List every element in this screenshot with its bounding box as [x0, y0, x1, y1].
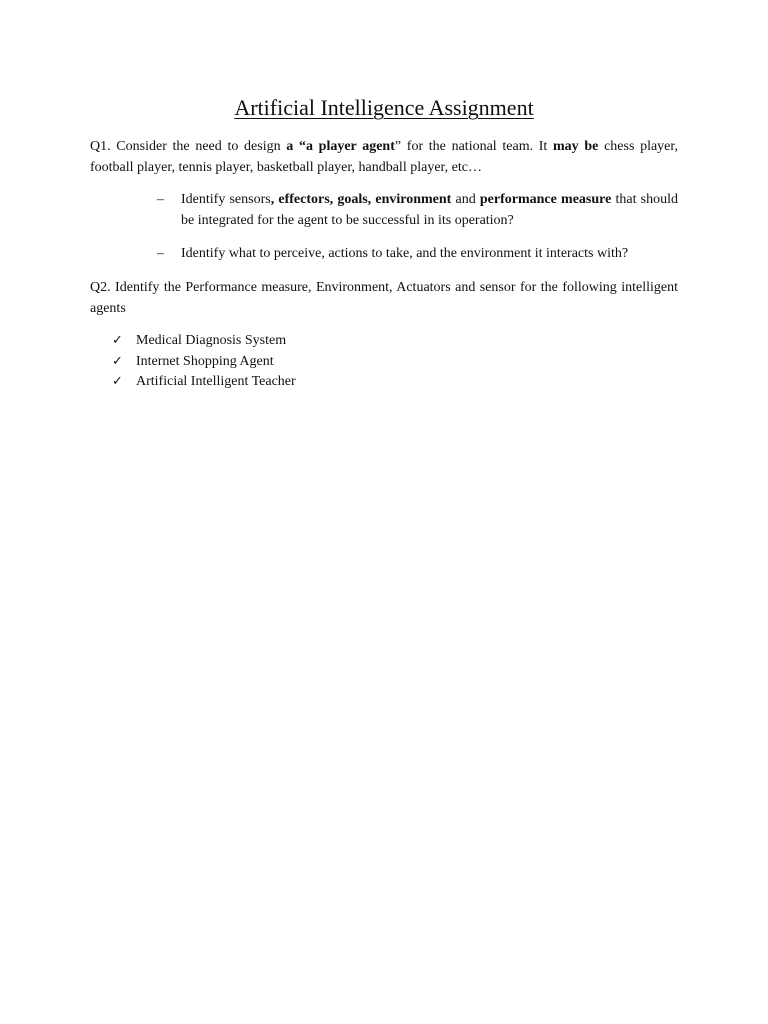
q1-text-3: chess player, football player, tennis player, basketball player, handball player, etc…: [90, 139, 678, 175]
q1-subitem-1-text-1: Identify sensors: [181, 192, 271, 207]
checkmark-icon: ✓: [112, 353, 123, 369]
q1-subitem-1-text-2: and: [451, 192, 480, 207]
q1-subitem-1-text: [181, 189, 678, 231]
q1-subitem-2: [157, 243, 678, 264]
q1-subitem-1: [157, 189, 678, 231]
dash-bullet-icon: –: [157, 192, 164, 207]
question-2: Q2. Identify the Performance measure, Environment, Actuators and sensor for the following intelligent agents: [90, 280, 678, 316]
question-1: [90, 136, 678, 178]
checklist-item-label: Artificial Intelligent Teacher: [136, 374, 296, 389]
q1-text-2: ” for the national team. It: [394, 139, 554, 154]
checklist-item-label: Internet Shopping Agent: [136, 353, 274, 369]
checkmark-icon: ✓: [112, 374, 123, 389]
checklist-item: [112, 331, 512, 352]
agent-checklist: [112, 331, 512, 393]
q1-subitem-2-text: Identify what to perceive, actions to take, and the environment it interacts with?: [181, 246, 629, 261]
checkmark-icon: ✓: [112, 333, 123, 348]
q1-bold-2: may be: [553, 139, 599, 154]
document-title: Artificial Intelligence Assignment: [234, 95, 534, 120]
q1-subitem-1-bold-1: , effectors, goals, environment: [270, 192, 452, 207]
checklist-item: [112, 352, 512, 373]
q1-text-1: Q1. Consider the need to design: [90, 139, 287, 154]
q1-bold-1: a “a player agent: [286, 139, 395, 154]
q1-subitem-1-bold-2: performance measure: [479, 192, 612, 207]
q1-subitem-1-text-3: that should be integrated for the agent to be successful in its operation?: [181, 192, 678, 228]
checklist-item-label: Medical Diagnosis System: [136, 333, 287, 348]
checklist-item: [112, 372, 512, 393]
dash-bullet-icon: –: [157, 246, 164, 261]
